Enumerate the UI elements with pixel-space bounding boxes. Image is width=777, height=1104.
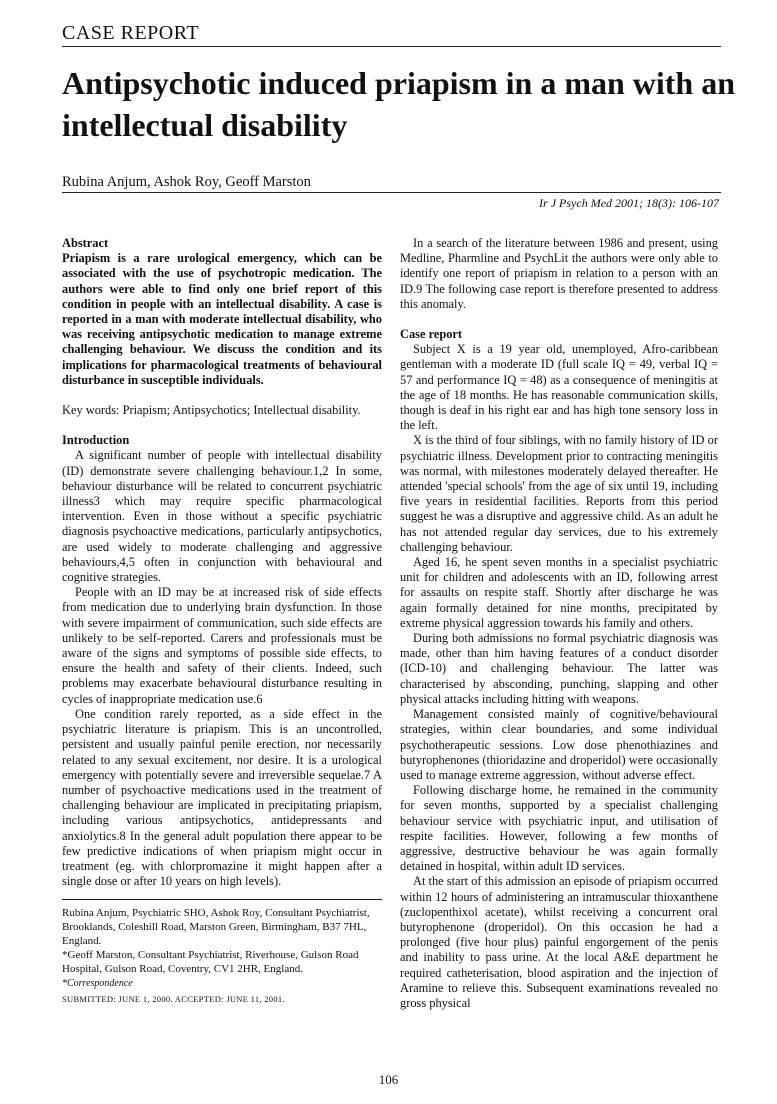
- right-column: [400, 236, 718, 1011]
- section-label: CASE REPORT: [62, 22, 200, 44]
- left-column: [62, 236, 382, 1007]
- author-affiliation: Rubina Anjum, Psychiatric SHO, Ashok Roy, Consultant Psychiatrist, Brooklands, Coleshill Road, Marston Green, Birmingham, B37 7HL, England.: [62, 907, 370, 948]
- case-paragraph: During both admissions no formal psychiatric diagnosis was made, other than him having features of a conduct disorder (ICD-10) and challenging behaviour. The latter was characterised by absconding, punching, slapping and other physical attacks including hitting with weapons.: [400, 631, 718, 706]
- correspondence-note: *Correspondence: [62, 978, 133, 990]
- abstract-heading: Abstract: [62, 236, 109, 250]
- case-paragraph: Aged 16, he spent seven months in a specialist psychiatric unit for children and adolescents with an ID, following arrest for assaults on respite staff. Shortly after discharge he was again formally detained for nine months, precipitated by extreme physical aggression towards his family and others.: [400, 555, 718, 630]
- case-paragraph: Management consisted mainly of cognitive/behavioural strategies, within clear boundaries, and some individual psychotherapeutic sessions. Low dose phenothiazines and butyrophenones (thioridazine and droperidol) were occasionally used to manage extreme aggression, without adverse effect.: [400, 707, 718, 782]
- introduction-heading: Introduction: [62, 433, 130, 448]
- literature-search-paragraph: In a search of the literature between 1986 and present, using Medline, Pharmline and PsychLit the authors were only able to identify one report of priapism in relation to a person with an ID.9 The following case report is therefore presented to address this anomaly.: [400, 236, 718, 311]
- abstract-text: Priapism is a rare urological emergency, which can be associated with the use of psychotropic medication. The authors were able to find only one brief report of this condition in people with an intellectual disability. A case is reported in a man with moderate intellectual disability, who was receiving antipsychotic medication to manage extreme challenging behaviour. We discuss the condition and its implications for pharmacological treatments of behavioural disturbance in susceptible individuals.: [62, 251, 382, 387]
- keywords: Key words: Priapism; Antipsychotics; Intellectual disability.: [62, 403, 361, 418]
- case-paragraph: Subject X is a 19 year old, unemployed, Afro-caribbean gentleman with a moderate ID (full scale IQ = 49, verbal IQ = 57 and performance IQ = 48) as a consequence of meningitis at the age of 18 months. He has reasonable communication skills, though is deaf in his right ear and has high tone sensory loss in the left.: [400, 342, 718, 433]
- author-list: Rubina Anjum, Ashok Roy, Geoff Marston: [62, 174, 311, 190]
- header-rule: [62, 46, 721, 47]
- page-number: 106: [378, 1072, 399, 1087]
- author-rule: [62, 192, 721, 193]
- footnote-rule: [62, 899, 382, 900]
- case-paragraph: Following discharge home, he remained in the community for seven months, supported by a specialist challenging behaviour service with psychiatric input, and utilisation of respite facilities. However, following a few months of aggressive, destructive behaviour he was again formally detained in hospital, within adult ID services.: [400, 783, 718, 874]
- submission-dates: SUBMITTED: JUNE 1, 2000. ACCEPTED: JUNE 11, 2001.: [62, 993, 285, 1004]
- case-paragraph: X is the third of four siblings, with no family history of ID or psychiatric illness. Development prior to contracting meningitis was normal, with milestones moderately delayed thereafter. He attended 'special schools' from the age of six until 19, including five years in residential facilities. Reports from this period suggest he was a disruptive and aggressive child. As an adult he has not attended regular day services, due to his extremely challenging behaviour.: [400, 433, 718, 554]
- intro-paragraph: One condition rarely reported, as a side effect in the psychiatric literature is priapism. This is an uncontrolled, persistent and usually painful penile erection, nor necessarily related to any sexual excitement, nor desire. It is a urological emergency with potentially severe and irreversible sequelae.7 A number of psychoactive medications used in the treatment of challenging behaviour are implicated in precipitating priapism, including various antipsychotics, antidepressants and anxiolytics.8 In the general adult population there appear to be few predictive indications of when priapism might occur in treatment (eg. with chlorpromazine it might happen after a single dose or after 10 years on high levels).: [62, 706, 382, 889]
- case-paragraph: At the start of this admission an episode of priapism occurred within 12 hours of administering an intramuscular thioxanthene (zuclopenthixol acetate), whilst receiving a concurrent oral butyrophenone (droperidol). On this occasion he had a prolonged (five hour plus) painful engorgement of the penis and inability to pass urine. At the local A&E department he required catheterisation, blood aspiration and the injection of Aramine to relieve this. Subsequent examinations revealed no gross physical: [400, 874, 718, 1010]
- article-title: Antipsychotic induced priapism in a man with an intellectual disability: [62, 65, 736, 143]
- author-affiliation: *Geoff Marston, Consultant Psychiatrist, Riverhouse, Gulson Road Hospital, Gulson Road, Coventry, CV1 2HR, England.: [62, 949, 359, 976]
- case-report-heading: Case report: [400, 327, 463, 342]
- intro-paragraph: People with an ID may be at increased risk of side effects from medication due to underlying brain dysfunction. In those with severe impairment of communication, such side effects are unlikely to be self-reported. Carers and professionals must be aware of the signs and symptoms of possible side effects, to ensure the health and safety of their clients. Indeed, such problems may exacerbate behavioural disturbance resulting in cycles of inappropriate medication use.6: [62, 585, 382, 706]
- journal-citation: Ir J Psych Med 2001; 18(3): 106-107: [539, 196, 719, 210]
- intro-paragraph: A significant number of people with intellectual disability (ID) demonstrate severe challenging behaviour.1,2 In some, behaviour disturbance will be related to concurrent psychiatric illness3 which may require specific pharmacological intervention. Even in those without a specific psychiatric diagnosis psychoactive medications, particularly antipsychotics, are used widely to moderate challenging and aggressive behaviours,4,5 often in conjunction with behavioural and cognitive strategies.: [62, 448, 382, 585]
